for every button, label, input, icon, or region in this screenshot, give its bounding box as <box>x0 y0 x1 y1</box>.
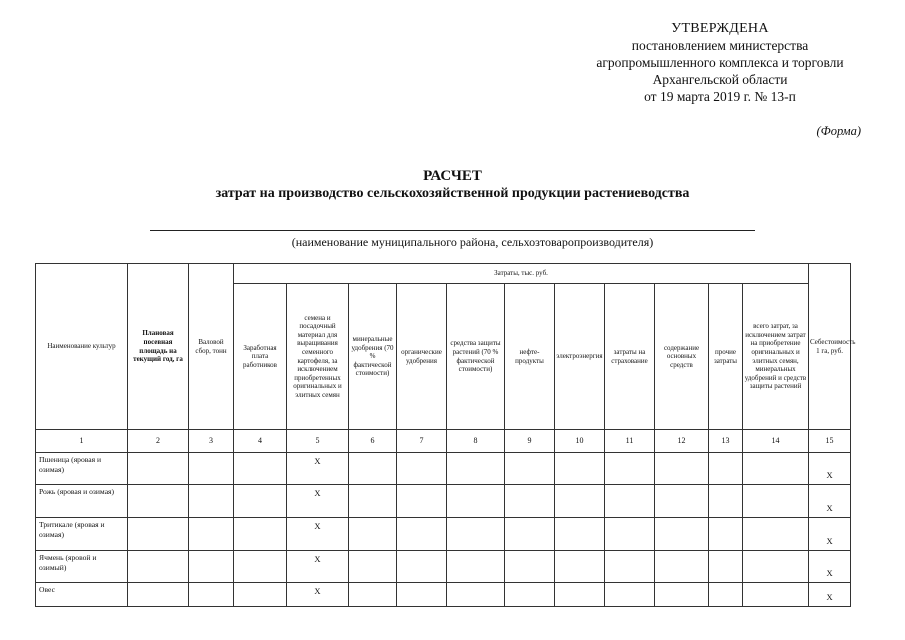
cost-cell[interactable] <box>447 551 505 583</box>
approval-date: от 19 марта 2019 г. № 13-п <box>644 89 796 104</box>
document-subtitle: затрат на производство сельскохозяйственной продукции растениеводства <box>215 186 690 201</box>
wages-cell[interactable] <box>234 518 287 551</box>
header-fixed-assets: содержание основных средств <box>655 284 709 430</box>
seeds-x-mark: X <box>287 485 349 518</box>
cost-cell[interactable] <box>555 518 605 551</box>
cost-cell[interactable] <box>505 518 555 551</box>
area-cell[interactable] <box>128 485 189 518</box>
cost-cell[interactable] <box>709 453 743 485</box>
header-harvest: Валовой сбор, тонн <box>189 264 234 430</box>
area-cell[interactable] <box>128 551 189 583</box>
table-row <box>36 453 851 485</box>
harvest-cell[interactable] <box>189 453 234 485</box>
cost-cell[interactable] <box>447 518 505 551</box>
total-cell[interactable] <box>743 583 809 607</box>
total-cell[interactable] <box>743 518 809 551</box>
header-wages: Заработная плата работников <box>234 284 287 430</box>
cost-cell[interactable] <box>605 453 655 485</box>
crop-name: Рожь (яровая и озимая) <box>36 485 128 518</box>
approval-line: постановлением министерства <box>631 38 809 53</box>
total-cell[interactable] <box>743 453 809 485</box>
cost-cell[interactable] <box>555 485 605 518</box>
cost-cell[interactable] <box>397 583 447 607</box>
harvest-cell[interactable] <box>189 583 234 607</box>
cost-cell[interactable] <box>447 583 505 607</box>
column-number: 15 <box>809 430 851 453</box>
column-number: 4 <box>234 430 287 453</box>
table-row <box>36 551 851 583</box>
cost-cell[interactable] <box>605 583 655 607</box>
column-number: 8 <box>447 430 505 453</box>
header-costs-group: Затраты, тыс. руб. <box>234 264 809 284</box>
cost-per-ha-x-mark: X <box>809 518 851 551</box>
cost-cell[interactable] <box>505 485 555 518</box>
cost-cell[interactable] <box>447 453 505 485</box>
wages-cell[interactable] <box>234 551 287 583</box>
crop-name: Пшеница (яровая и озимая) <box>36 453 128 485</box>
form-note: (Форма) <box>816 124 861 138</box>
cost-cell[interactable] <box>605 485 655 518</box>
column-numbers-row <box>36 430 851 453</box>
seeds-x-mark: X <box>287 551 349 583</box>
cost-cell[interactable] <box>505 453 555 485</box>
column-number: 10 <box>555 430 605 453</box>
cost-cell[interactable] <box>655 485 709 518</box>
column-number: 5 <box>287 430 349 453</box>
header-crop: Наименование культур <box>36 264 128 430</box>
cost-cell[interactable] <box>349 518 397 551</box>
cost-per-ha-x-mark: X <box>809 485 851 518</box>
table-row <box>36 583 851 607</box>
harvest-cell[interactable] <box>189 551 234 583</box>
column-number: 11 <box>605 430 655 453</box>
header-plant-protection: средства защиты растений (70 % фактической стоимости) <box>447 284 505 430</box>
area-cell[interactable] <box>128 453 189 485</box>
cost-cell[interactable] <box>397 518 447 551</box>
area-cell[interactable] <box>128 518 189 551</box>
wages-cell[interactable] <box>234 485 287 518</box>
document-title: РАСЧЕТ <box>423 168 482 184</box>
cost-cell[interactable] <box>349 583 397 607</box>
column-number: 14 <box>743 430 809 453</box>
column-number: 2 <box>128 430 189 453</box>
cost-cell[interactable] <box>555 453 605 485</box>
cost-cell[interactable] <box>397 551 447 583</box>
table-row <box>36 518 851 551</box>
cost-cell[interactable] <box>655 583 709 607</box>
column-number: 3 <box>189 430 234 453</box>
cost-cell[interactable] <box>655 551 709 583</box>
header-mineral-fertilizers: минеральные удобрения (70 % фактической стоимости) <box>349 284 397 430</box>
cost-cell[interactable] <box>505 551 555 583</box>
wages-cell[interactable] <box>234 453 287 485</box>
cost-cell[interactable] <box>349 485 397 518</box>
header-total-costs: всего затрат, за исключением затрат на приобретение оригинальных и элитных семян, минеральных удобрений и средств защиты растений <box>743 284 809 430</box>
cost-cell[interactable] <box>349 453 397 485</box>
cost-cell[interactable] <box>709 551 743 583</box>
approval-line: агропромышленного комплекса и торговли <box>596 55 844 70</box>
seeds-x-mark: X <box>287 453 349 485</box>
column-number: 7 <box>397 430 447 453</box>
cost-per-ha-x-mark: X <box>809 551 851 583</box>
fill-in-caption: (наименование муниципального района, сельхозтоваропроизводителя) <box>291 235 654 249</box>
cost-cell[interactable] <box>709 518 743 551</box>
cost-cell[interactable] <box>655 453 709 485</box>
column-number: 9 <box>505 430 555 453</box>
header-other-costs: прочие затраты <box>709 284 743 430</box>
column-number: 12 <box>655 430 709 453</box>
header-organic-fertilizers: органические удобрения <box>397 284 447 430</box>
cost-per-ha-x-mark: X <box>809 453 851 485</box>
cost-table <box>35 263 856 607</box>
total-cell[interactable] <box>743 551 809 583</box>
seeds-x-mark: X <box>287 583 349 607</box>
cost-cell[interactable] <box>605 518 655 551</box>
column-number: 13 <box>709 430 743 453</box>
cost-cell[interactable] <box>605 551 655 583</box>
crop-name: Ячмень (яровой и озимый) <box>36 551 128 583</box>
fill-in-line[interactable] <box>150 230 755 231</box>
header-cost-per-ha: Себестоимость 1 га, руб. <box>809 264 851 430</box>
header-insurance: затраты на страхование <box>605 284 655 430</box>
header-oil-products: нефте-продукты <box>505 284 555 430</box>
wages-cell[interactable] <box>234 583 287 607</box>
cost-cell[interactable] <box>709 485 743 518</box>
approval-block <box>560 20 880 105</box>
cost-cell[interactable] <box>655 518 709 551</box>
cost-cell[interactable] <box>555 583 605 607</box>
total-cell[interactable] <box>743 485 809 518</box>
cost-cell[interactable] <box>447 485 505 518</box>
cost-per-ha-x-mark: X <box>809 583 851 607</box>
table-row <box>36 485 851 518</box>
header-row-group <box>36 264 851 284</box>
header-electricity: электроэнергия <box>555 284 605 430</box>
area-cell[interactable] <box>128 583 189 607</box>
header-seeds: семена и посадочный материал для выращивания семенного картофеля, за исключением приобретенных оригинальных и элитных семян <box>287 284 349 430</box>
harvest-cell[interactable] <box>189 518 234 551</box>
cost-cell[interactable] <box>397 485 447 518</box>
cost-cell[interactable] <box>555 551 605 583</box>
approval-heading: УТВЕРЖДЕНА <box>671 21 769 36</box>
approval-line: Архангельской области <box>652 72 788 87</box>
crop-name: Овес <box>36 583 128 607</box>
column-number: 6 <box>349 430 397 453</box>
header-area: Плановая посевная площадь на текущий год, га <box>128 264 189 430</box>
cost-cell[interactable] <box>505 583 555 607</box>
cost-cell[interactable] <box>709 583 743 607</box>
cost-cell[interactable] <box>349 551 397 583</box>
cost-cell[interactable] <box>397 453 447 485</box>
column-number: 1 <box>36 430 128 453</box>
harvest-cell[interactable] <box>189 485 234 518</box>
seeds-x-mark: X <box>287 518 349 551</box>
crop-name: Тритикале (яровая и озимая) <box>36 518 128 551</box>
